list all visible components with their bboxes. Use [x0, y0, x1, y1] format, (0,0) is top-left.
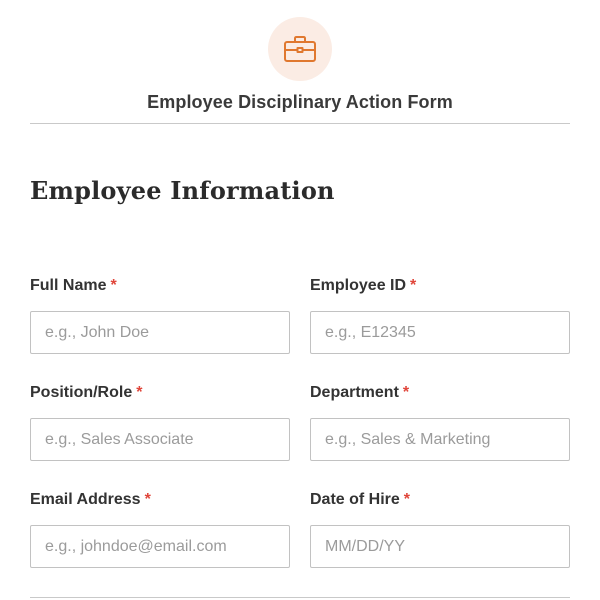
position-role-input[interactable] — [30, 418, 290, 461]
department-input[interactable] — [310, 418, 570, 461]
required-marker: * — [402, 384, 410, 401]
date-of-hire-label — [310, 489, 570, 511]
employee-id-label — [310, 275, 570, 297]
required-marker: * — [410, 277, 417, 294]
department-field — [310, 382, 570, 461]
section-title: Employee Information — [30, 176, 335, 205]
header-divider — [30, 123, 570, 124]
briefcase-icon — [283, 35, 317, 63]
required-marker: * — [136, 384, 143, 401]
date-of-hire-label-text: Date of Hire — [310, 491, 400, 508]
position-role-label — [30, 382, 290, 404]
email-address-label — [30, 489, 290, 511]
email-address-input[interactable] — [30, 525, 290, 568]
date-of-hire-field — [310, 489, 570, 568]
department-label — [310, 382, 570, 404]
full-name-label — [30, 275, 290, 297]
required-marker: * — [110, 277, 117, 294]
full-name-field — [30, 275, 290, 354]
employee-id-input[interactable] — [310, 311, 570, 354]
required-marker: * — [144, 491, 151, 508]
date-of-hire-input[interactable] — [310, 525, 570, 568]
form-title: Employee Disciplinary Action Form — [147, 92, 453, 112]
position-role-label-text: Position/Role — [30, 384, 133, 401]
section-divider — [30, 597, 570, 598]
employee-id-label-text: Employee ID — [310, 277, 407, 294]
full-name-input[interactable] — [30, 311, 290, 354]
email-address-field — [30, 489, 290, 568]
employee-id-field — [310, 275, 570, 354]
header-icon-badge — [268, 17, 332, 81]
email-address-label-text: Email Address — [30, 491, 141, 508]
form-header — [0, 0, 600, 124]
position-role-field — [30, 382, 290, 461]
required-marker: * — [403, 491, 411, 508]
full-name-label-text: Full Name — [30, 277, 107, 294]
department-label-text: Department — [310, 384, 399, 401]
